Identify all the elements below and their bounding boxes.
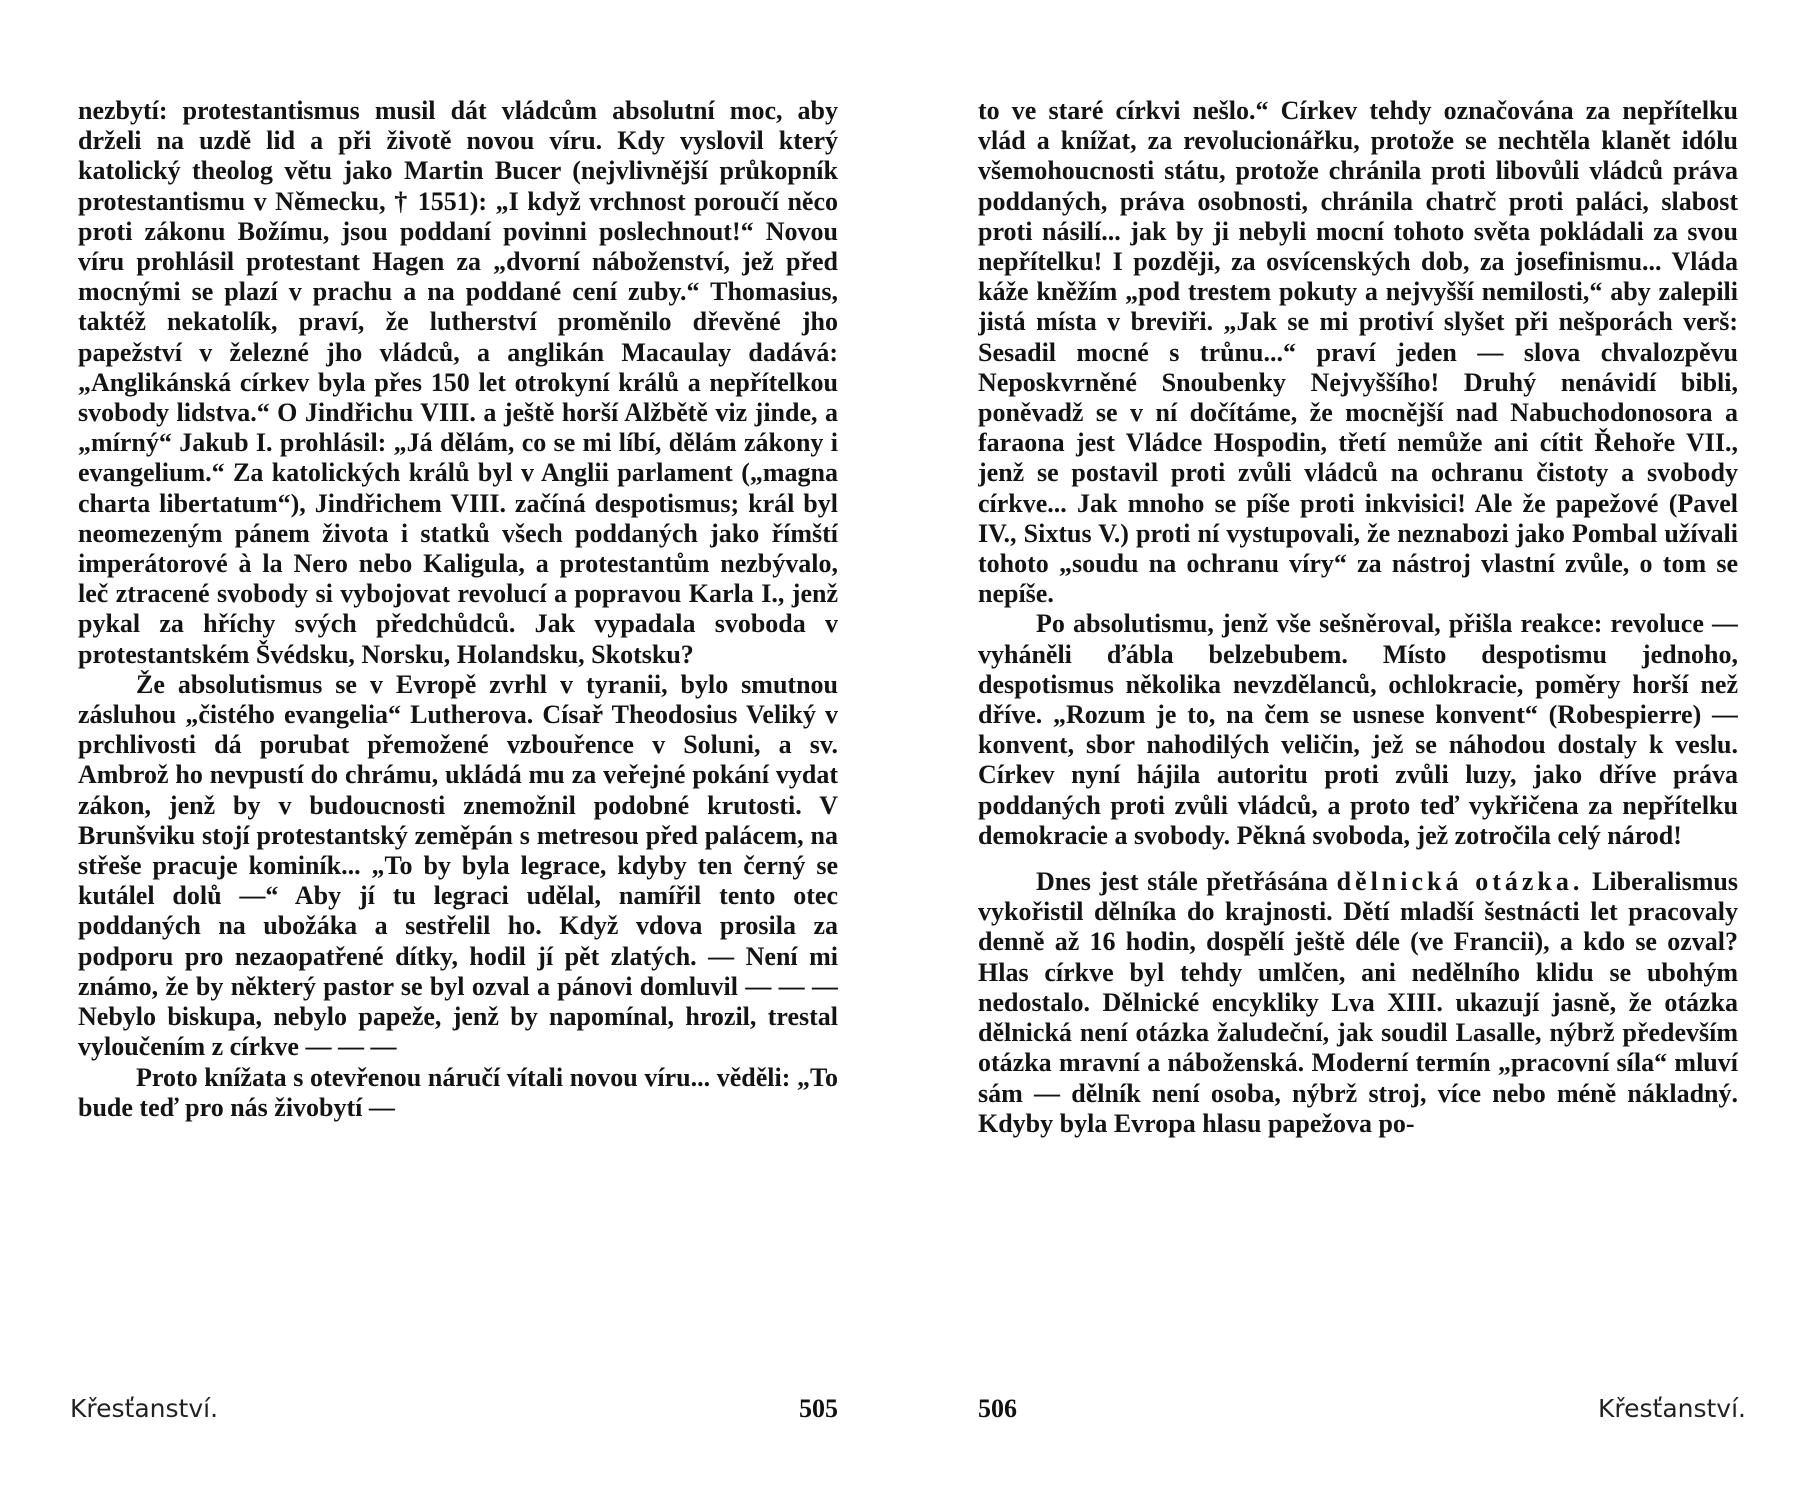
right-page-text [978, 96, 1738, 1361]
left-paragraph-2: Že absolutismus se v Evropě zvrhl v tyranii, bylo smutnou zásluhou „čistého evangelia“ Lutherova. Císař Theodosius Veliký v prchlivosti dá porubat přemožené vzbouřence v Soluni, a sv. Ambrož ho nevpustí do chrámu, ukládá mu za veřejné pokání vydat zákon, jenž by v budoucnosti znemožnil podobné krutosti. V Brunšviku stojí protestantský zeměpán s metresou před palácem, na střeše pracuje kominík... „To by byla legrace, kdyby ten černý se kutálel dolů —“ Aby jí tu legraci udělal, namířil tento otec poddaných na ubožáka a sestřelil ho. Když vdova prosila za podporu pro nezaopatřené dítky, hodil jí pět zlatých. — Není mi známo, že by některý pastor se byl ozval a pánovi domluvil — — — Nebylo biskupa, nebylo papeže, jenž by napomínal, hrozil, trestal vyloučením z církve — — — [78, 669, 838, 1062]
left-paragraph-3: Proto knížata s otevřenou náručí vítali novou víru... věděli: „To bude teď pro nás živobytí — [78, 1062, 838, 1122]
page-number: 505 [799, 1394, 838, 1423]
left-page-text [78, 96, 838, 1361]
running-title: Křesťanství. [1597, 1394, 1746, 1423]
right-page [978, 96, 1746, 1423]
right-page-footer [978, 1391, 1746, 1427]
left-page [70, 96, 838, 1423]
emphasized-term: dělnická otázka. [1336, 867, 1584, 897]
right-paragraph-1: to ve staré církvi nešlo.“ Církev tehdy označována za nepřítelku vlád a knížat, za revolucionářku, protože se nechtěla klanět idólu všemohoucnosti státu, protože chránila proti libovůli vládců práva poddaných, práva osobnosti, chránila chatrč proti paláci, slabost proti násilí... jak by ji nebyli mocní tohoto světa pokládali za svou nepřítelku! I později, za osvícenských dob, za josefinismu... Vláda káže kněžím „pod trestem pokuty a nejvyšší nemilosti,“ aby zalepili jistá místa v breviři. „Jak se mi protiví slyšet při nešporách verš: Sesadil mocné s trůnu...“ praví jeden — slova chvalozpěvu Neposkvrněné Snoubenky Nejvyššího! Druhý nenávidí bibli, poněvadž se v ní dočítáme, že mocnější nad Nabuchodonosora a faraona jest Vládce Hospodin, třetí nemůže ani cítit Řehoře VII., jenž se postavil proti zvůli vládců na ochranu čistoty a svobody církve... Jak mnoho se píše proti inkvisici! Ale že papežové (Pavel IV., Sixtus V.) proti ní vystupovali, že neznabozi jako Pombal užívali tohoto „soudu na ochranu víry“ za nástroj vlastní zvůle, o tom se nepíše. [978, 96, 1738, 609]
page-number: 506 [978, 1394, 1017, 1423]
left-page-footer [70, 1391, 838, 1427]
left-paragraph-1: nezbytí: protestantismus musil dát vládcům absolutní moc, aby drželi na uzdě lid a při životě novou víru. Kdy vyslovil který katolický theolog větu jako Martin Bucer (nejvlivnější průkopník protestantismu v Německu, † 1551): „I když vrchnost poroučí něco proti zákonu Božímu, jsou poddaní povinni poslechnout!“ Novou víru prohlásil protestant Hagen za „dvorní náboženství, jež před mocnými se plazí v prachu a na poddané cení zuby.“ Thomasius, taktéž nekatolík, praví, že lutherství proměnilo dřevěné jho papežství v železné jho vládců, a anglikán Macaulay dadává: „Anglikánská církev byla přes 150 let otrokyní králů a nepřítelkou svobody lidstva.“ O Jindřichu VIII. a ještě horší Alžbětě viz jinde, a „mírný“ Jakub I. prohlásil: „Já dělám, co se mi líbí, dělám zákony i evangelium.“ Za katolických králů byl v Anglii parlament („magna charta libertatum“), Jindřichem VIII. začíná despotismus; král byl neomezeným pánem života i statků všech poddaných jako římští imperátorové à la Nero nebo Kaligula, a protestantům nezbývalo, leč ztracené svobody si vybojovat revolucí a popravou Karla I., jenž pykal za hříchy svých předchůdců. Jak vypadala svoboda v protestantském Švédsku, Norsku, Holandsku, Skotsku? [78, 96, 838, 669]
running-title: Křesťanství. [70, 1394, 219, 1423]
paragraph-text: Liberalismus vykořistil dělníka do krajnosti. Dětí mladší šestnácti let pracovaly denně až 16 hodin, dospělí ještě déle (ve Francii), a kdo se ozval? Hlas církve byl tehdy umlčen, ani nedělního klidu se ubohým nedostalo. Dělnické encykliky Lva XIII. ukazují jasně, že otázka dělnická není otázka žaludeční, jak soudil Lasalle, nýbrž především otázka mravní a náboženská. Moderní termín „pracovní síla“ mluví sám — dělník není osoba, nýbrž stroj, více nebo méně nákladný. Kdyby byla Evropa hlasu papežova po- [978, 867, 1738, 1138]
right-paragraph-2: Po absolutismu, jenž vše sešněroval, přišla reakce: revoluce — vyháněli ďábla belzebubem. Místo despotismu jednoho, despotismus několika nevzdělanců, ochlokracie, poměry horší než dříve. „Rozum je to, na čem se usnese konvent“ (Robespierre) — konvent, sbor nahodilých veličin, jež se náhodou dostaly k veslu. Církev nyní hájila autoritu proti zvůli luzy, jako dříve práva poddaných proti zvůli vládců, a proto teď vykřičena za nepřítelku demokracie a svobody. Pěkná svoboda, jež zotročila celý národ! [978, 609, 1738, 850]
paragraph-text: Dnes jest stále přetřásána [1036, 867, 1328, 897]
right-paragraph-3 [978, 867, 1738, 1139]
